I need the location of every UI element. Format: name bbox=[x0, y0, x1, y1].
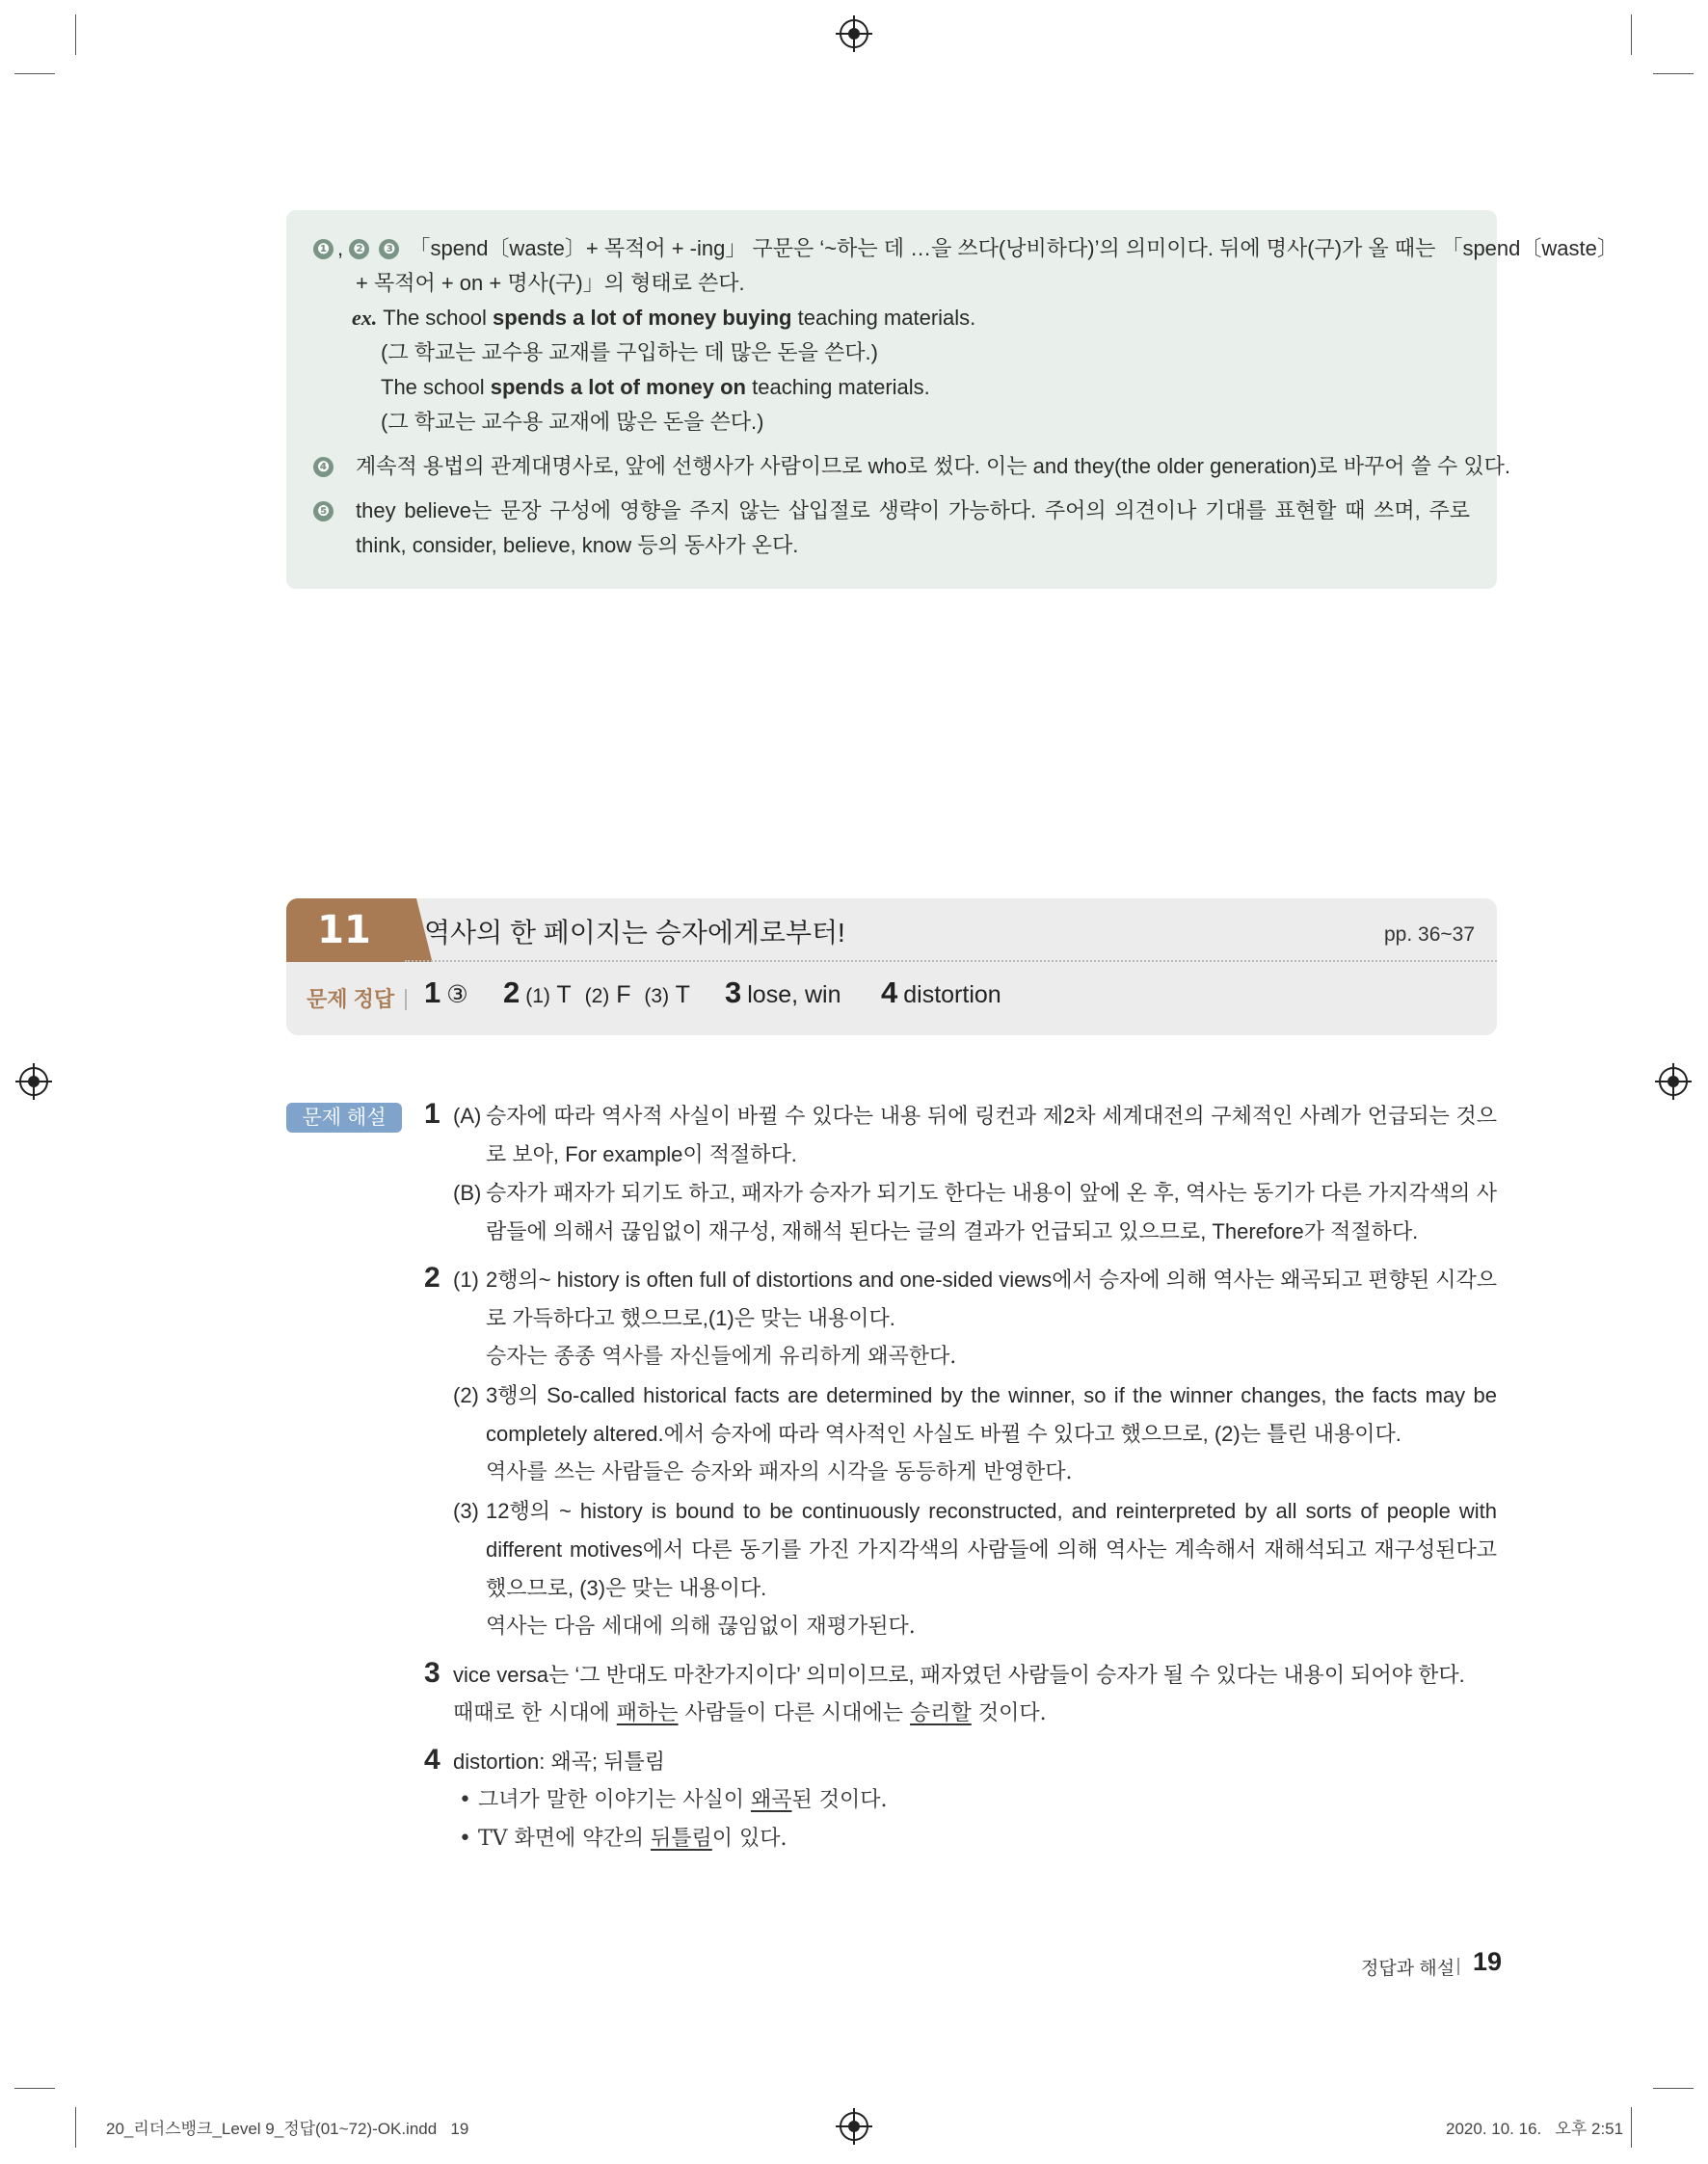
number-mark: ❹ bbox=[313, 457, 334, 477]
explanation-q4: 4 distortion: 왜곡; 뒤틀림 • 그녀가 말한 이야기는 사실이 왜곡된 것이다. • TV 화면에 약간의 뒤틀림이 있다. bbox=[424, 1743, 1497, 1858]
footer-label: 정답과 해설 bbox=[1361, 1959, 1455, 1979]
explanation-label: 문제 해설 bbox=[286, 1103, 402, 1133]
trim-mark bbox=[14, 73, 55, 74]
page-number: 19 bbox=[1473, 1947, 1503, 1976]
trim-mark bbox=[75, 2107, 76, 2148]
number-mark: ❺ bbox=[313, 501, 334, 521]
divider bbox=[405, 989, 407, 1010]
explanation-q3: 3 vice versa는 ‘그 반대도 마찬가지이다’ 의미이므로, 패자였던 사람들이 승자가 될 수 있다는 내용이 되어야 한다. 때때로 한 시대에 패하는 사람들이 다른 시대에는 승리할 것이다. bbox=[424, 1656, 1497, 1733]
section-title: 역사의 한 페이지는 승자에게로부터! bbox=[424, 918, 845, 948]
number-mark: ❶ bbox=[313, 239, 334, 259]
grammar-note-box bbox=[286, 210, 1618, 589]
number-mark: ❸ bbox=[379, 239, 399, 259]
answer-3: 3 lose, win bbox=[725, 975, 841, 1009]
trim-mark bbox=[1653, 2088, 1694, 2089]
example-translation: (그 학교는 교수용 교재에 많은 돈을 쓴다.) bbox=[381, 410, 764, 434]
trim-mark bbox=[1631, 14, 1632, 55]
question-number: 2 bbox=[424, 1262, 440, 1294]
registration-mark-icon bbox=[840, 19, 868, 48]
example-translation: (그 학교는 교수용 교재를 구입하는 데 많은 돈을 쓴다.) bbox=[381, 340, 878, 364]
answers-label: 문제 정답 bbox=[307, 987, 395, 1011]
answer-4: 4 distortion bbox=[881, 975, 1001, 1009]
note-text: they believe는 문장 구성에 영향을 주지 않는 삽입절로 생략이 가능하다. 주어의 의견이나 기대를 표현할 때 쓰며, 주로 think, consider, believe, know 등의 동사가 온다. bbox=[356, 498, 1470, 557]
explanation-body bbox=[424, 1097, 1497, 1868]
trim-mark bbox=[14, 2088, 55, 2089]
answer-2: 2 (1) T (2) F (3) T bbox=[503, 975, 690, 1009]
question-number: 3 bbox=[424, 1657, 440, 1689]
divider bbox=[1457, 1958, 1459, 1975]
section-number: 11 bbox=[286, 898, 402, 962]
note-text: 「spend〔waste〕+ 목적어 + -ing」 구문은 ‘~하는 데 …을 쓰다(낭비하다)’의 의미이다. 뒤에 명사(구)가 올 때는 「spend〔waste〕 bbox=[409, 236, 1618, 260]
question-number: 4 bbox=[424, 1744, 440, 1776]
answer-1: 1 ③ bbox=[424, 975, 468, 1009]
registration-mark-icon bbox=[840, 2112, 868, 2141]
example-mark: ex. bbox=[352, 306, 378, 330]
trim-mark bbox=[1653, 73, 1694, 74]
question-number: 1 bbox=[424, 1098, 440, 1130]
note-item-5 bbox=[313, 494, 1470, 563]
trim-mark bbox=[75, 14, 76, 55]
example-sentence: ex. The school spends a lot of money buying teaching materials. bbox=[352, 306, 976, 330]
note-text: + 목적어 + on + 명사(구)」의 형태로 쓴다. bbox=[356, 271, 745, 295]
note-item-4 bbox=[313, 449, 1510, 484]
note-item-1-3: ❶ , ❷ ❸ 「spend〔waste〕+ 목적어 + -ing」 구문은 ‘~하는 데 …을 쓰다(낭비하다)’의 의미이다. 뒤에 명사(구)가 올 때는 「spend〔waste〕 bbox=[313, 231, 1470, 266]
explanation-q1: 1 (A) 승자에 따라 역사적 사실이 바뀔 수 있다는 내용 뒤에 링컨과 제2차 세계대전의 구체적인 사례가 언급되는 것으로 보아, For example이 적절하다. (B) 승자가 패자가 되기도 하고, 패자가 승자가 되기도 한다는 내용이 앞에 온 후, 역사는 동기가 다른 가지각색의 사람들에 의해서 끊임없이 재구성, 재해석 된다는 글의 결과가 언급되고 있으므로, Therefore가 적절하다. bbox=[424, 1097, 1497, 1251]
registration-mark-icon bbox=[1659, 1067, 1688, 1096]
print-slug-date: 2020. 10. 16. 오후 2:51 bbox=[1446, 2120, 1624, 2138]
example-sentence: The school spends a lot of money on teaching materials. bbox=[381, 375, 930, 399]
note-text: 계속적 용법의 관계대명사로, 앞에 선행사가 사람이므로 who로 썼다. 이는 and they(the older generation)로 바꾸어 쓸 수 있다. bbox=[356, 454, 1510, 478]
explanation-q2: 2 (1) 2행의~ history is often full of distortions and one-sided views에서 승자에 의해 역사는 왜곡되고 편향된 시각으로 가득하다고 했으므로,(1)은 맞는 내용이다. 승자는 종종 역사를 자신들에게 유리하게 왜곡한다. (2) 3행의 So-called historical facts are determined by the winner, so if the winner changes, the facts may be completely altered.에서 승자에 따라 역사적인 사실도 바뀔 수 있다고 했으므로, (2)는 틀린 내용이다. 역사를 쓰는 사람들은 승자와 패자의 시각을 동등하게 반영한다. (3) 12행의 ~ history is bound to be continuously reconstructed, and reinterpreted by all sorts of people with different motives에서 다른 동기를 가진 가지각색의 사람들에 의해 역사는 계속해서 재해석되고 재구성된다고 했으므로, (3)은 맞는 내용이다. 역사는 다음 세대에 의해 끊임없이 재평가된다. bbox=[424, 1261, 1497, 1646]
trim-mark bbox=[1631, 2107, 1632, 2148]
print-slug-file: 20_리더스뱅크_Level 9_정답(01~72)-OK.indd 19 bbox=[106, 2120, 469, 2138]
number-mark: ❷ bbox=[349, 239, 369, 259]
section-pages: pp. 36~37 bbox=[1384, 923, 1476, 946]
registration-mark-icon bbox=[19, 1067, 48, 1096]
